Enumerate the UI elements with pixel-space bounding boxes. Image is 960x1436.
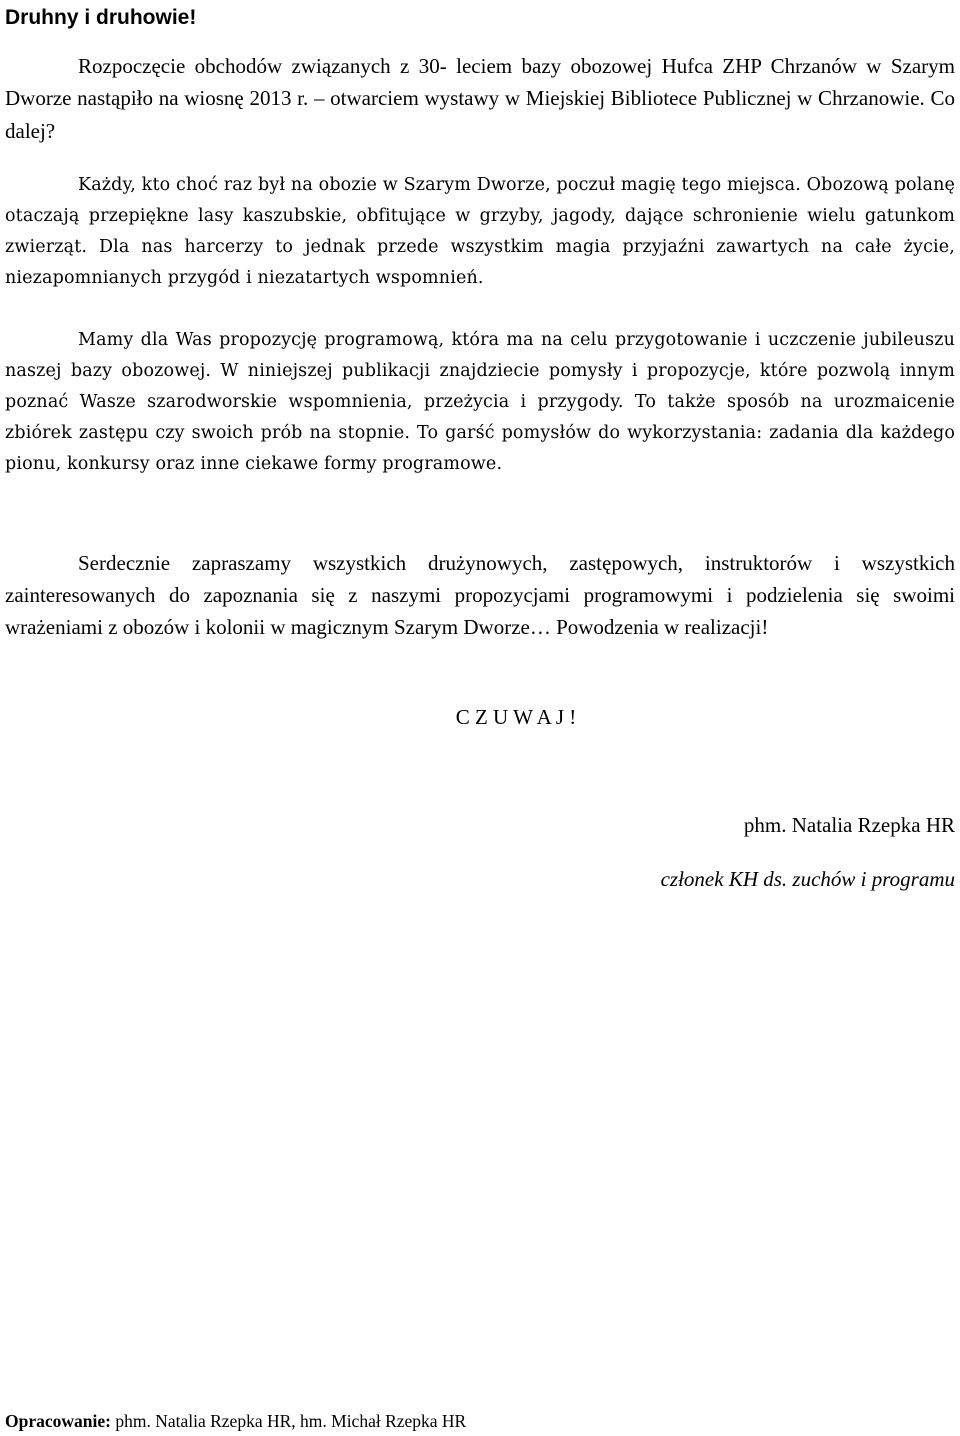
program-proposal-paragraph: Mamy dla Was propozycję programową, która ma na celu przygotowanie i uczczenie jubileuszu naszej bazy obozowej. W niniejszej publikacji znajdziecie pomysły i propozycje, które pozwolą innym poznać Wasze szarodworskie wspomnienia, przeżycia i przygody. To także sposób na urozmaicenie zbiórek zastępu czy swoich prób na stopnie. To garść pomysłów do wykorzystania: zadania dla każdego pionu, konkursy oraz inne ciekawe formy programowe.	[5, 330, 955, 474]
invitation-paragraph: Serdecznie zapraszamy wszystkich drużynowych, zastępowych, instruktorów i wszystkich zainteresowanych do zapoznania się z naszymi propozycjami programowymi i podzielenia się swoimi wrażeniami z obozów i kolonii w magicznym Szarym Dworze… Powodzenia w realizacji!	[5, 551, 955, 640]
signature-name: phm. Natalia Rzepka HR	[743, 813, 955, 837]
signature-role: członek KH ds. zuchów i programu	[660, 867, 955, 891]
document-page	[5, 0, 955, 1436]
footer-authors: phm. Natalia Rzepka HR, hm. Michał Rzepka HR	[110, 1411, 467, 1431]
camp-magic-paragraph: Każdy, kto choć raz był na obozie w Szarym Dworze, poczuł magię tego miejsca. Obozową polanę otaczają przepiękne lasy kaszubskie, obfitujące w grzyby, jagody, dające schronienie wielu gatunkom zwierząt. Dla nas harcerzy to jednak przede wszystkim magia przyjaźni zawartych na całe życie, niezapomnianych przygód i niezatartych wspomnień.	[5, 175, 955, 288]
motto-text: C Z U W A J !	[455, 705, 577, 729]
intro-paragraph: Rozpoczęcie obchodów związanych z 30- leciem bazy obozowej Hufca ZHP Chrzanów w Szarym Dworze nastąpiło na wiosnę 2013 r. – otwarciem wystawy w Miejskiej Bibliotece Publicznej w Chrzanowie. Co dalej?	[5, 54, 955, 143]
greeting-heading: Druhny i druhowie!	[5, 6, 197, 29]
footer-credits	[5, 1408, 466, 1434]
footer-label: Opracowanie:	[5, 1411, 111, 1431]
